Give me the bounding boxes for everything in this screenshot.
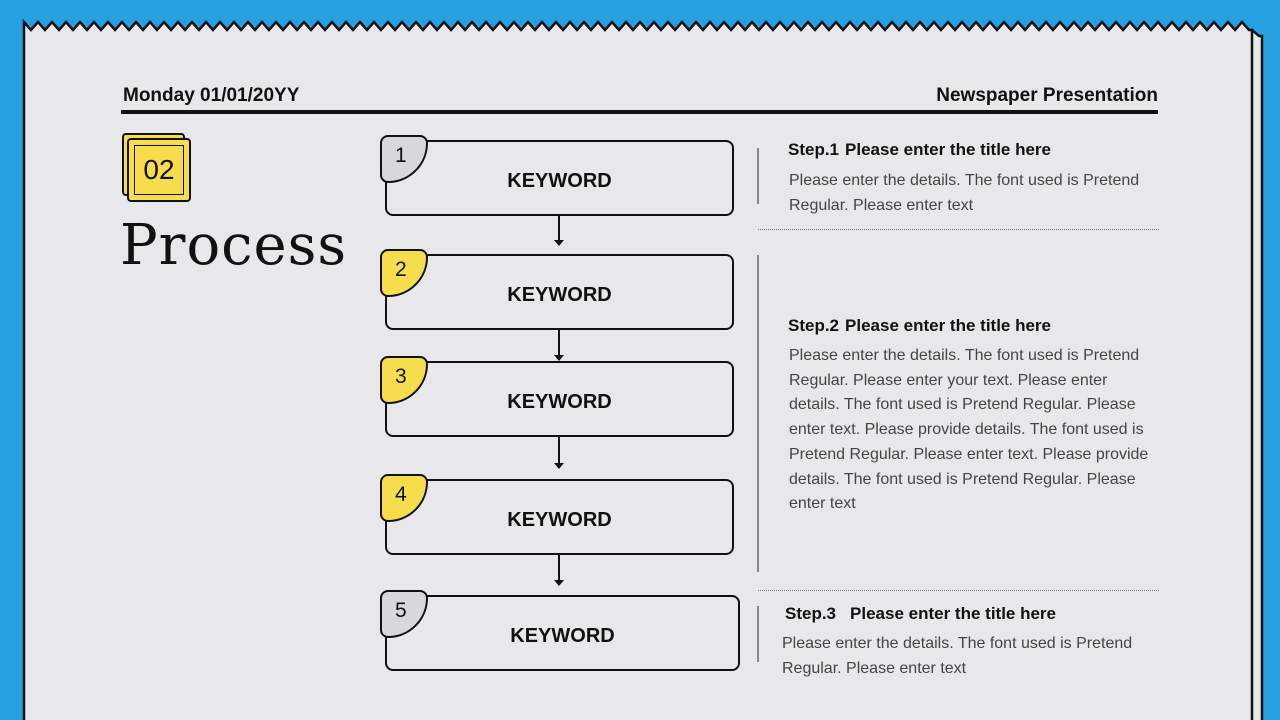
section-number-badge [127, 138, 191, 202]
divider [758, 229, 1159, 230]
flow-arrow [558, 437, 560, 467]
header-publication: Newspaper Presentation [936, 85, 1158, 106]
keyword-label: KEYWORD [507, 283, 612, 306]
step-3-body: Please enter the details. The font used is Pretend Regular. Please enter text [782, 635, 1133, 677]
step-title-text: Please enter the title here [845, 316, 1052, 335]
step-number: 1 [395, 144, 407, 167]
keyword-label: KEYWORD [507, 508, 612, 531]
step-number: 2 [395, 258, 407, 281]
step-2-title [788, 316, 1051, 336]
step-number: 5 [395, 599, 407, 622]
process-step-4 [385, 479, 734, 555]
step-title-text: Please enter the title here [845, 140, 1052, 159]
process-step-3 [385, 361, 734, 437]
header-rule [121, 110, 1158, 114]
step-title-text: Please enter the title here [850, 604, 1057, 623]
keyword-label: KEYWORD [510, 624, 615, 647]
keyword-label: KEYWORD [507, 169, 612, 192]
step-number: 4 [395, 483, 407, 506]
step-label: Step.1 [788, 140, 840, 159]
section-number: 02 [143, 154, 175, 185]
step-1-body: Please enter the details. The font used is Pretend Regular. Please enter text [789, 172, 1140, 214]
flow-arrow [558, 555, 560, 584]
step-label: Step.2 [788, 316, 840, 335]
flow-arrow [558, 216, 560, 244]
keyword-label: KEYWORD [507, 390, 612, 413]
section-title: Process [120, 213, 348, 278]
step-label: Step.3 [785, 604, 837, 623]
step-2-bracket [757, 255, 759, 572]
step-1-title [788, 140, 1051, 160]
step-number: 3 [395, 365, 407, 388]
step-1-bracket [757, 148, 759, 204]
header-date: Monday 01/01/20YY [123, 85, 300, 106]
step-2-body: Please enter the details. The font used is Pretend Regular. Please enter your text. Please enter details. The font used is Pretend Regular. Please enter text. Please provide details. The font used is Pretend Regular. Please enter text. Please provide details. The font used is Pretend Regular. Please enter text [789, 347, 1149, 513]
process-step-5 [385, 595, 740, 671]
process-step-1 [385, 140, 734, 216]
flow-arrow [558, 330, 560, 359]
step-3-title [785, 604, 1056, 624]
process-step-2 [385, 254, 734, 330]
divider [758, 590, 1159, 591]
step-3-bracket [757, 606, 759, 662]
